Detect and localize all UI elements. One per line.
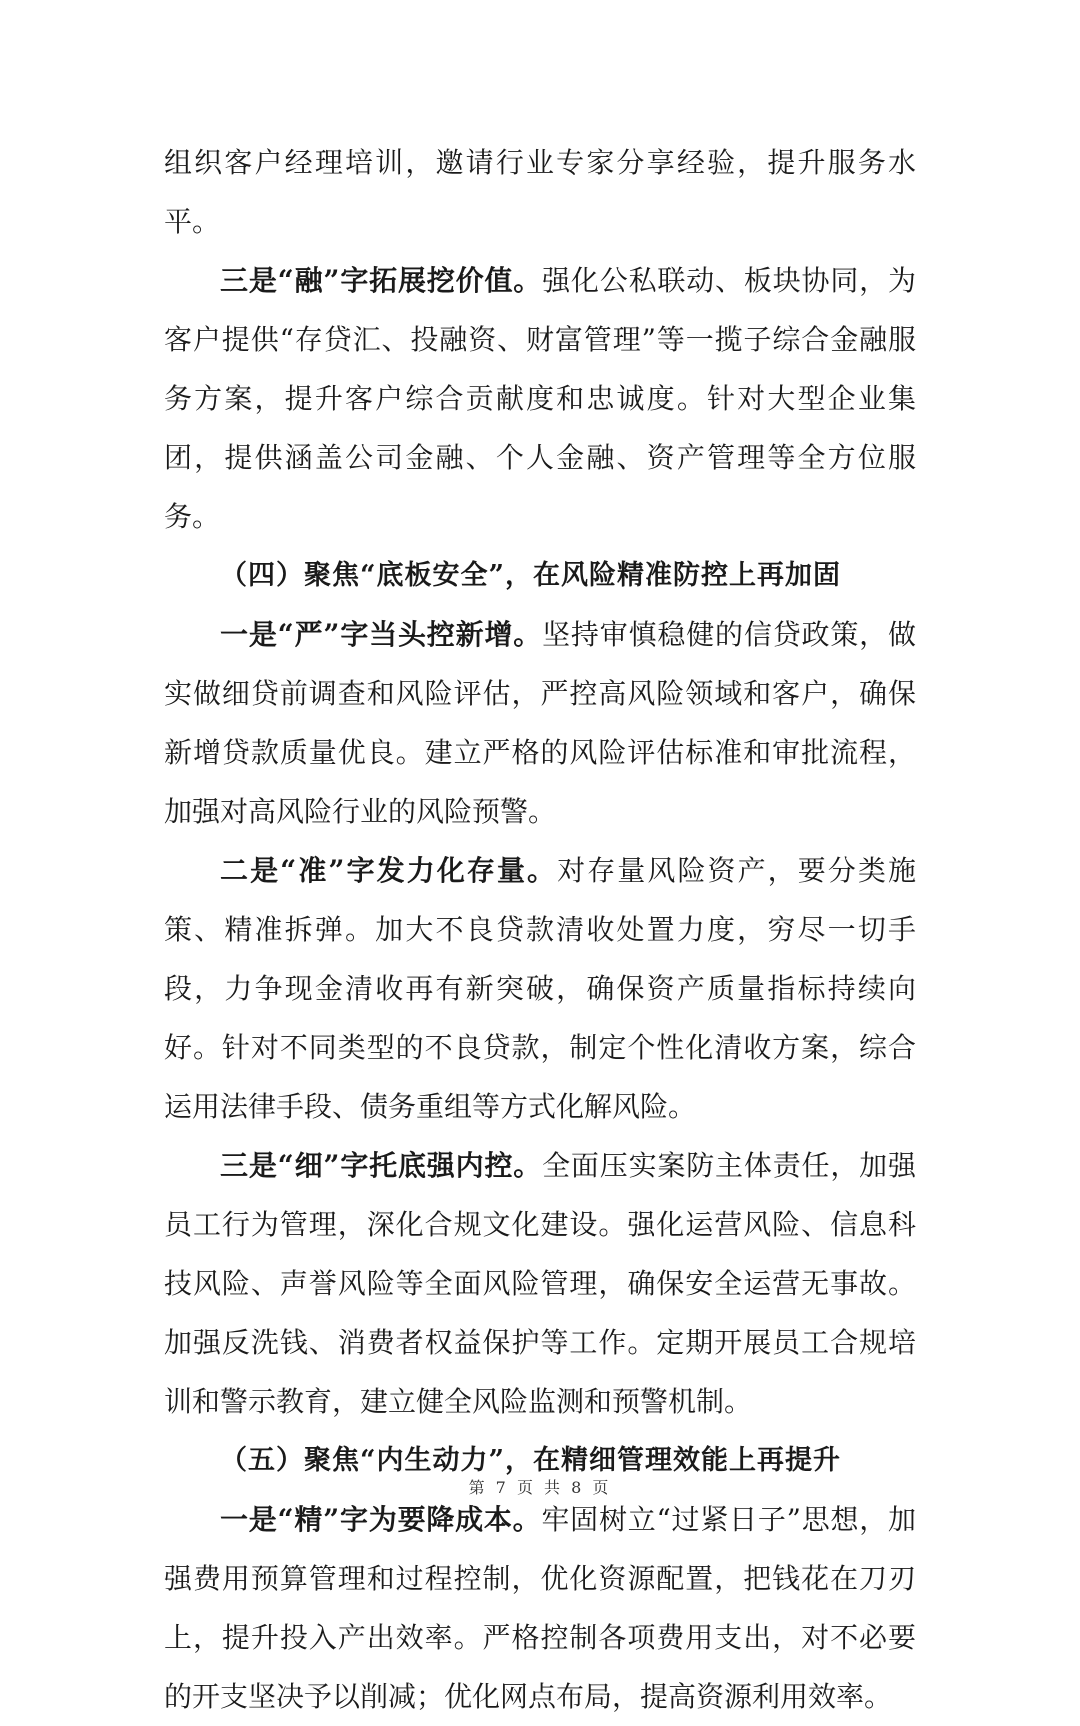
paragraph-text: 对存量风险资产，要分类施策、精准拆弹。加大不良贷款清收处置力度，穷尽一切手段，力争现金清收再有新突破，确保资产质量指标持续向好。针对不同类型的不良贷款，制定个性化清收方案，综合运用法律手段、债务重组等方式化解风险。 xyxy=(164,854,916,1123)
paragraph-lead: 一是“精”字为要降成本。 xyxy=(220,1503,542,1536)
paragraph-lead: 二是“准”字发力化存量。 xyxy=(220,854,558,887)
paragraph-text: 强化公私联动、板块协同，为客户提供“存贷汇、投融资、财富管理”等一揽子综合金融服务方案，提升客户综合贡献度和忠诚度。针对大型企业集团，提供涵盖公司金融、个人金融、资产管理等全方位服务。 xyxy=(164,264,916,533)
page-number-footer: 第 7 页 共 8 页 xyxy=(468,1478,612,1497)
paragraph-point-yan xyxy=(164,605,916,841)
paragraph-text: 坚持审慎稳健的信贷政策，做实做细贷前调查和风险评估，严控高风险领域和客户，确保新增贷款质量优良。建立严格的风险评估标准和审批流程，加强对高风险行业的风险预警。 xyxy=(164,618,916,828)
paragraph-point-xi xyxy=(164,1136,916,1431)
paragraph-point-jing xyxy=(164,1490,916,1726)
paragraph-text: 全面压实案防主体责任，加强员工行为管理，深化合规文化建设。强化运营风险、信息科技风险、声誉风险等全面风险管理，确保安全运营无事故。加强反洗钱、消费者权益保护等工作。定期开展员工合规培训和警示教育，建立健全风险监测和预警机制。 xyxy=(164,1149,916,1418)
paragraph-continuation xyxy=(164,133,916,251)
paragraph-lead: 三是“细”字托底强内控。 xyxy=(220,1149,543,1182)
paragraph-lead: 三是“融”字拓展挖价值。 xyxy=(220,264,543,297)
section-heading-four: （四）聚焦“底板安全”，在风险精准防控上再加固 xyxy=(220,560,842,591)
paragraph-point-zhun xyxy=(164,841,916,1136)
paragraph-lead: 一是“严”字当头控新增。 xyxy=(220,618,543,651)
section-heading-five: （五）聚焦“内生动力”，在精细管理效能上再提升 xyxy=(220,1445,842,1476)
paragraph-text: 组织客户经理培训，邀请行业专家分享经验，提升服务水平。 xyxy=(164,146,916,238)
paragraph-text: 牢固树立“过紧日子”思想，加强费用预算管理和过程控制，优化资源配置，把钱花在刀刃上，提升投入产出效率。严格控制各项费用支出，对不必要的开支坚决予以削减；优化网点布局，提高资源利用效率。 xyxy=(164,1503,916,1713)
paragraph-point-rong xyxy=(164,251,916,546)
